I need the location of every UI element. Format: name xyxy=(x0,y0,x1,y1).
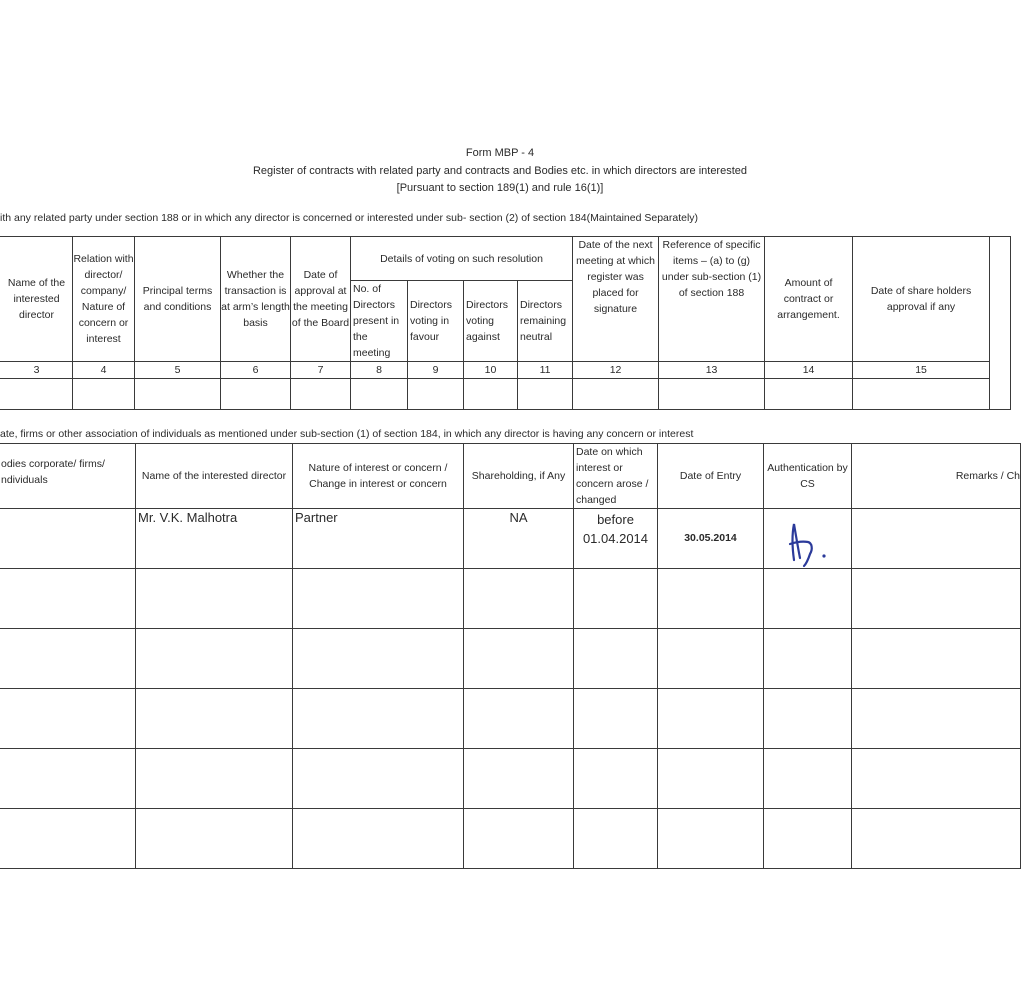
cell xyxy=(0,689,136,749)
cell xyxy=(464,629,574,689)
col-reference-items: Reference of specific items – (a) to (g) under sub-section (1) of section 188 xyxy=(659,237,765,362)
cell xyxy=(293,689,464,749)
table-row xyxy=(0,569,1021,629)
table-row xyxy=(0,509,1021,569)
cell xyxy=(464,749,574,809)
cell xyxy=(293,629,464,689)
concern-interest-table xyxy=(0,443,1021,869)
table-row xyxy=(0,689,1021,749)
cell xyxy=(764,809,852,869)
cell xyxy=(852,689,1021,749)
col-authentication: Authentication by CS xyxy=(764,444,852,509)
cell xyxy=(136,749,293,809)
cell xyxy=(464,379,518,410)
col-bodies-corporate: odies corporate/ firms/ ndividuals xyxy=(0,444,136,509)
col-voting-details: Details of voting on such resolution xyxy=(351,237,573,281)
cell xyxy=(0,569,136,629)
cell xyxy=(658,809,764,869)
col-number: 6 xyxy=(221,362,291,379)
form-title: Register of contracts with related party and contracts and Bodies etc. in which directors are interested xyxy=(252,165,748,177)
cell xyxy=(0,749,136,809)
cell xyxy=(764,629,852,689)
column-number-row xyxy=(0,362,1011,379)
col-amount: Amount of contract or arrangement. xyxy=(765,237,853,362)
cell xyxy=(135,379,221,410)
form-number: Form MBP - 4 xyxy=(465,147,535,159)
col-next-meeting: Date of the next meeting at which register was placed for signature xyxy=(573,237,659,362)
col-number: 11 xyxy=(518,362,573,379)
cell xyxy=(73,379,135,410)
col-number: 10 xyxy=(464,362,518,379)
related-party-table xyxy=(0,236,1011,410)
cell xyxy=(658,629,764,689)
section1-caption: ith any related party under section 188 or in which any director is concerned or interested under sub- section (2) of section 184(Maintained Separately) xyxy=(0,212,699,224)
col-number: 9 xyxy=(408,362,464,379)
cell xyxy=(408,379,464,410)
cell xyxy=(136,629,293,689)
cell xyxy=(574,689,658,749)
cell xyxy=(573,379,659,410)
nature-value: Partner xyxy=(293,509,464,569)
table-row xyxy=(0,379,1011,410)
cell xyxy=(464,809,574,869)
col-remarks: Remarks / Ch xyxy=(852,444,1021,509)
cell xyxy=(659,379,765,410)
signature-icon xyxy=(780,516,836,568)
cell xyxy=(852,749,1021,809)
extra-column xyxy=(990,237,1011,410)
cell xyxy=(293,809,464,869)
col-interested-director: Name of the interested director xyxy=(136,444,293,509)
cell xyxy=(853,379,990,410)
cell xyxy=(351,379,408,410)
col-number: 4 xyxy=(73,362,135,379)
cell xyxy=(136,689,293,749)
cell xyxy=(0,809,136,869)
col-number: 5 xyxy=(135,362,221,379)
cell xyxy=(464,569,574,629)
form-pursuant: [Pursuant to section 189(1) and rule 16(1)] xyxy=(396,182,604,194)
date-arose-line2: 01.04.2014 xyxy=(582,531,649,546)
shareholding-value: NA xyxy=(464,509,574,569)
cell xyxy=(764,569,852,629)
col-number: 8 xyxy=(351,362,408,379)
cell xyxy=(221,379,291,410)
cell xyxy=(658,749,764,809)
cell xyxy=(765,379,853,410)
col-date-arose: Date on which interest or concern arose / changed xyxy=(574,444,658,509)
col-number: 14 xyxy=(765,362,853,379)
col-number: 13 xyxy=(659,362,765,379)
date-arose-line1: before xyxy=(597,512,634,527)
date-arose-value xyxy=(574,509,658,569)
col-directors-present: No. of Directors present in the meeting xyxy=(351,281,408,362)
table-row xyxy=(0,809,1021,869)
col-shareholders-approval: Date of share holders approval if any xyxy=(853,237,990,362)
director-name-value: Mr. V.K. Malhotra xyxy=(136,509,293,569)
col-directors-favour: Directors voting in favour xyxy=(408,281,464,362)
cell xyxy=(574,749,658,809)
cell xyxy=(852,629,1021,689)
col-number: 7 xyxy=(291,362,351,379)
cell xyxy=(852,509,1021,569)
col-number: 15 xyxy=(853,362,990,379)
cell xyxy=(574,629,658,689)
cell xyxy=(291,379,351,410)
col-directors-against: Directors voting against xyxy=(464,281,518,362)
cell xyxy=(518,379,573,410)
cell xyxy=(293,569,464,629)
cell xyxy=(764,749,852,809)
col-date-entry: Date of Entry xyxy=(658,444,764,509)
cell xyxy=(852,569,1021,629)
table-row xyxy=(0,629,1021,689)
col-relation: Relation with director/ company/ Nature of concern or interest xyxy=(73,237,135,362)
col-nature-interest: Nature of interest or concern / Change in interest or concern xyxy=(293,444,464,509)
cell xyxy=(136,809,293,869)
col-number: 3 xyxy=(0,362,73,379)
cell xyxy=(464,689,574,749)
col-number: 12 xyxy=(573,362,659,379)
col-date-approval: Date of approval at the meeting of the Board xyxy=(291,237,351,362)
table-row xyxy=(0,749,1021,809)
cell xyxy=(574,809,658,869)
cell xyxy=(293,749,464,809)
cell xyxy=(0,379,73,410)
cell xyxy=(0,629,136,689)
col-arms-length: Whether the transaction is at arm’s length basis xyxy=(221,237,291,362)
cell xyxy=(0,509,136,569)
cell xyxy=(764,689,852,749)
cell xyxy=(658,689,764,749)
col-shareholding: Shareholding, if Any xyxy=(464,444,574,509)
col-principal-terms: Principal terms and conditions xyxy=(135,237,221,362)
date-entry-value: 30.05.2014 xyxy=(658,509,764,569)
cell xyxy=(136,569,293,629)
cell xyxy=(658,569,764,629)
col-name-interested-director: Name of the interested director xyxy=(0,237,73,362)
cell xyxy=(574,569,658,629)
section2-caption: ate, firms or other association of individuals as mentioned under sub-section (1) of section 184, in which any director is having any concern or interest xyxy=(0,428,694,440)
col-directors-neutral: Directors remaining neutral xyxy=(518,281,573,362)
authentication-value xyxy=(764,509,852,569)
cell xyxy=(852,809,1021,869)
